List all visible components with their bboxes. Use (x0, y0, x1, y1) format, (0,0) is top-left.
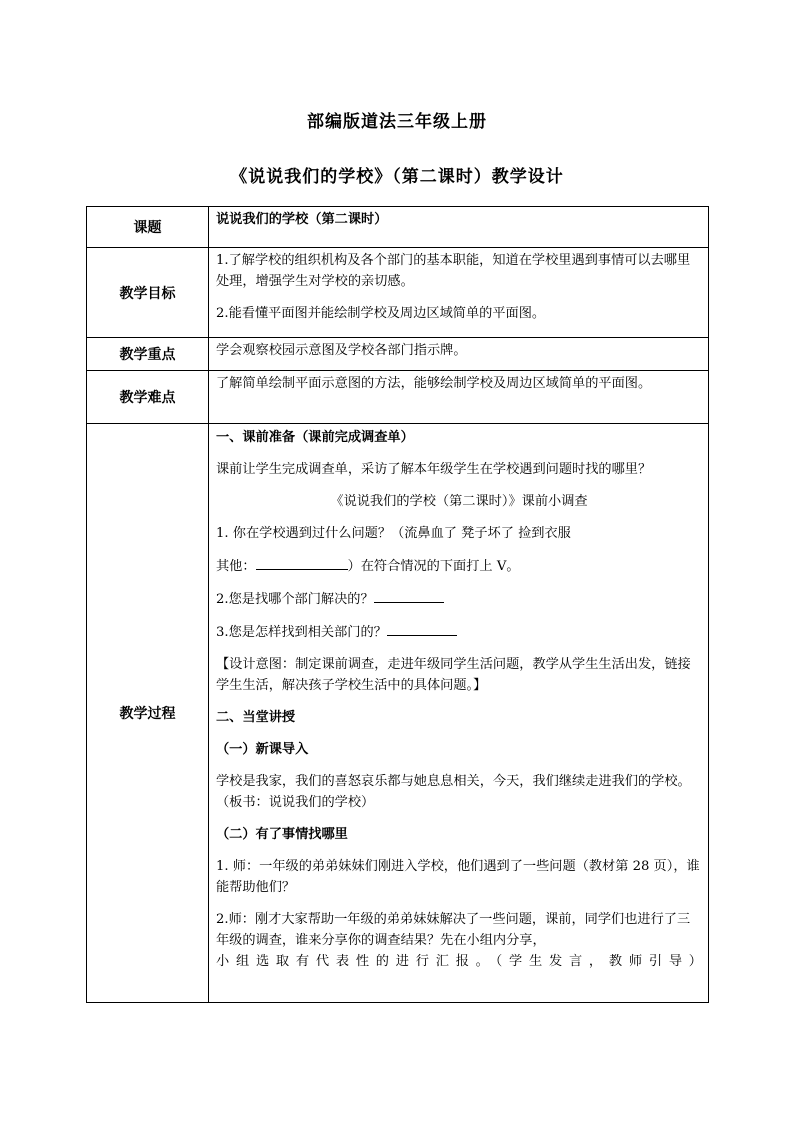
objective-item: 1.了解学校的组织机构及各个部门的基本职能，知道在学校里遇到事情可以去哪里处理，增强学生对学校的亲切感。 (216, 253, 691, 289)
table-row-process (87, 424, 709, 1003)
lesson-plan-table (86, 206, 709, 1003)
survey-question (216, 621, 702, 643)
section-title: 一、课前准备（课前完成调查单） (216, 430, 414, 445)
row-label-process: 教学过程 (87, 424, 209, 1003)
key-points-text: 学会观察校园示意图及学校各部门指示牌。 (216, 343, 467, 358)
survey-text: ）在符合情况的下面打上 V。 (347, 559, 520, 574)
table-row-objectives (87, 248, 709, 338)
survey-title: 《说说我们的学校（第二课时）》课前小调查 (330, 494, 588, 509)
row-label-topic: 课题 (87, 207, 209, 248)
survey-text: 2.您是找哪个部门解决的？ (216, 592, 374, 607)
survey-text: 其他： (216, 559, 256, 574)
document-subtitle: 《说说我们的学校》（第二课时）教学设计 (230, 167, 564, 187)
section-title: 二、当堂讲授 (216, 710, 296, 725)
subsection-item: 1. 师：一年级的弟弟妹妹们刚进入学校，他们遇到了一些问题（教材第 28 页），谁能帮助他们？ (216, 859, 700, 895)
objective-item: 2.能看懂平面图并能绘制学校及周边区域简单的平面图。 (216, 306, 546, 321)
blank-line (387, 621, 457, 636)
row-content-objectives (209, 248, 709, 338)
design-intent: 【设计意图：制定课前调查，走进年级同学生活问题，教学从学生生活出发，链接学生生活，解决孩子学校生活中的具体问题。】 (216, 657, 691, 693)
table-row-key-points (87, 338, 709, 371)
difficulties-text: 了解简单绘制平面示意图的方法，能够绘制学校及周边区域简单的平面图。 (216, 376, 652, 391)
blank-line (256, 555, 348, 570)
row-label-key-points: 教学重点 (87, 338, 209, 371)
topic-text: 说说我们的学校（第二课时） (216, 212, 388, 227)
survey-question: 1. 你在学校遇到过什么问题？（流鼻血了 凳子坏了 捡到衣服 (216, 526, 571, 541)
row-content-process (209, 424, 709, 1003)
survey-question (216, 555, 702, 577)
survey-text: 3.您是怎样找到相关部门的？ (216, 625, 387, 640)
row-label-difficulties: 教学难点 (87, 371, 209, 424)
row-content-difficulties (209, 371, 709, 424)
section-text: 课前让学生完成调查单，采访了解本年级学生在学校遇到问题时找的哪里？ (216, 462, 652, 477)
table-row-difficulties (87, 371, 709, 424)
subsection-text: 学校是我家，我们的喜怒哀乐都与她息息相关，今天，我们继续走进我们的学校。（板书：说说我们的学校） (216, 774, 691, 810)
subsection-title: （一）新课导入 (216, 742, 309, 757)
blank-line (374, 588, 444, 603)
row-label-objectives: 教学目标 (87, 248, 209, 338)
document-title: 部编版道法三年级上册 (307, 112, 487, 132)
subsection-item: 2.师：刚才大家帮助一年级的弟弟妹妹解决了一些问题，课前，同学们也进行了三年级的调查，谁来分享你的调查结果？先在小组内分享， (216, 912, 691, 948)
row-content-key-points (209, 338, 709, 371)
row-content-topic (209, 207, 709, 248)
subsection-title: （二）有了事情找哪里 (216, 827, 348, 842)
table-row-topic (87, 207, 709, 248)
survey-question (216, 588, 702, 610)
subsection-item: 小组选取有代表性的进行汇报。（学生发言，教师引导） (216, 954, 702, 969)
